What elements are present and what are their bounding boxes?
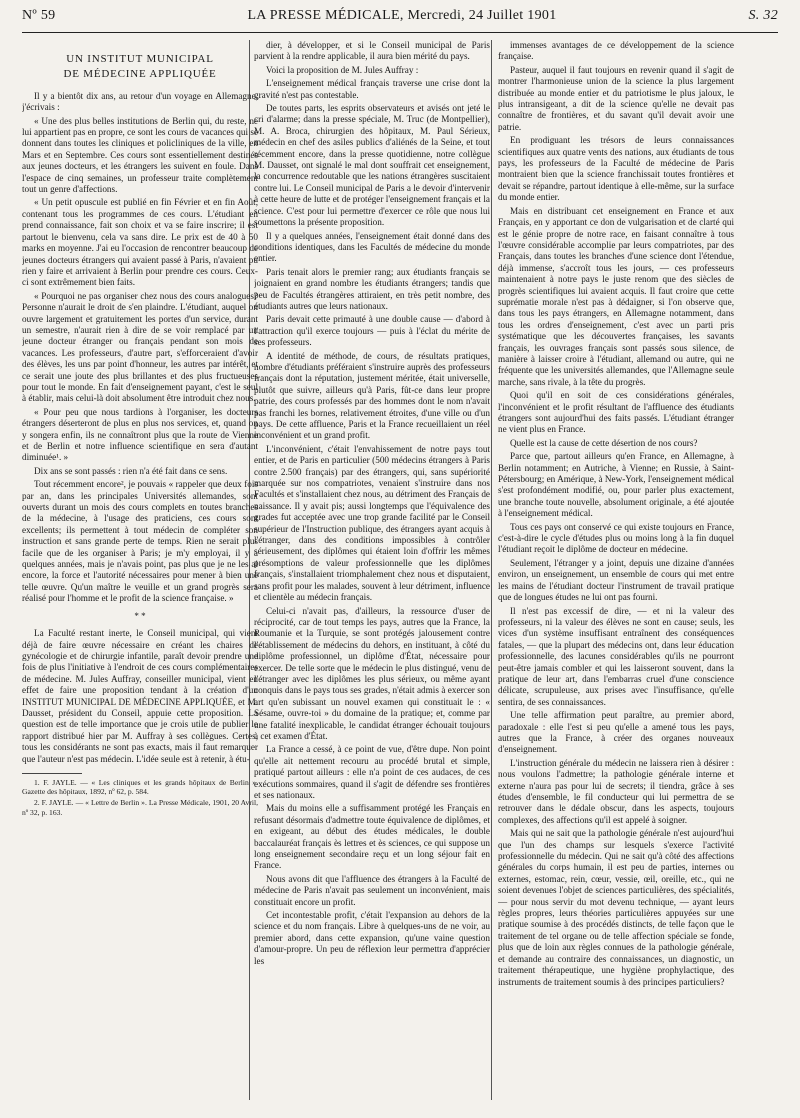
paragraph: Il n'est pas excessif de dire, — et ni la valeur des professeurs, ni la valeur des élèves ne sont en cause; seuls, les vices d'un système insuffisant entraînent des conséquences fatales, — que la plupart des médecins ont, dans leur éducation professionnelle, des lacunes considérables qu'ils ne pourront peut-être jamais combler et qui les laisseront souvent, dans la pratique de leur art, dans l'embarras cruel d'une conscience délicate, scrupuleuse, aux prises avec l'insuffisance, qu'elle sentira, de ses connaissances. — [498, 605, 734, 707]
paragraph: De toutes parts, les esprits observateurs et avisés ont jeté le cri d'alarme; dans la presse spéciale, M. Truc (de Montpellier), M. A. Broca, chirurgien des hôpitaux, M. Paul Sérieux, médecin en chef des asiles publics d'aliénés de la Seine, et tout récemment encore, dans la presse quotidienne, notre collègue M. Dausset, ont signalé le mal dont souffrait cet enseignement, la concurrence redoutable que les nations étrangères suscitaient contre lui. Le Conseil municipal de Paris a le devoir d'intervenir à cette heure de lutte et de protéger l'enseignement français et la science. C'est pour lui permettre d'exercer ce rôle que nous lui soumettons la présente proposition. — [254, 103, 490, 228]
paragraph: Tout récemment encore², je pouvais « rappeler que deux fois par an, dans les principales Universités allemandes, sont ouverts durant un mois des cours complets en toutes branches de la médecine, à l'usage des praticiens, ces cours sont excellents; ils permettent à tout médecin de compléter son instruction et sans grande perte de temps. Rien ne serait plus facile que de les organiser à Paris; je m'y employai, il y a quelques années, mais je n'avais point, pas plus que je ne les ai encore, la force et l'autorité nécessaires pour mener à bien une telle œuvre. Qu'un maître le veuille et un grand progrès sera réalisé pour l'homme et le profit de la science française. » — [22, 479, 258, 604]
journal-title: LA PRESSE MÉDICALE, Mercredi, 24 Juillet 1901 — [247, 8, 557, 23]
paragraph: L'inconvénient, c'était l'envahissement de notre pays tout entier, et de Paris en particulier (500 médecins étrangers à Paris contre 2.500 français) par des étrangers, qui, sans supériorité marquée sur nos compatriotes, venaient s'instruire dans nos Facultés et s'installaient chez nous, au détriment des Français de naissance. Il y avait pis; aussi longtemps que l'équivalence des grades fut acceptée avec une trop grande facilité par le Conseil supérieur de l'Instruction publique, des étrangers ayant acquis à l'étranger, dans des conditions impossibles à contrôler sérieusement, des diplômes qui étaient loin d'offrir les mêmes présomptions de valeur professionnelle que les diplômes français, s'installaient triomphalement chez nous et disputaient, sans profit pour les malades, souvent à leur détriment, influence et clientèle au médecin français. — [254, 443, 490, 603]
paragraph: Il y a quelques années, l'enseignement était donné dans des conditions identiques, dans les Facultés de médecine du monde entier. — [254, 230, 490, 264]
paragraph: La France a cessé, à ce point de vue, d'être dupe. Non point qu'elle ait nettement recouru au procédé brutal et simple, pratiqué partout ailleurs : elle n'a point de ces audaces, de ces exécutions sommaires, quand il s'agit de défendre ses frontières et ses nationaux. — [254, 744, 490, 800]
paragraph: L'enseignement médical français traverse une crise dont la gravité n'est pas contestable. — [254, 78, 490, 100]
paragraph: Quelle est la cause de cette désertion de nos cours? — [510, 437, 698, 448]
paragraph: Celui-ci n'avait pas, d'ailleurs, la ressource d'user de réciprocité, car de tout temps les pays, autres que la France, la Roumanie et la Turquie, se sont protégés jalousement contre l'établissement de médecins du dehors, en instituant, à côté du diplôme professionnel, un diplôme d'État, nécessaire pour exercer. De telle sorte que le médecin le plus distingué, venu de l'étranger avec les diplômes les plus sérieux, ou même ayant conquis dans le pays tous ses grades, n'était admis à exercer son art qu'en subissant un nouvel examen qui constituait le : « Sésame, ouvre-toi » du domaine de la pratique; et, comme par une fatalité inexplicable, le candidat étranger échouait toujours à cet examen d'État. — [254, 605, 490, 741]
paragraph: Mais qui ne sait que la pathologie générale n'est aujourd'hui que l'un des champs sur lesquels s'exerce l'activité professionnelle du médecin. Qui ne sait qu'à côté des affections générales du corps humain, il est peu de parties, internes ou externes, estomac, rein, cœur, vessie, œil, oreille, etc., qui ne soient devenues l'objet de sciences particulières, des spécialités, — pour nous servir du mot devenu technique, — ayant leurs règles propres, leurs théories particulières appuyées sur une pratique soumise à des procédés distincts, de telle façon que le traitement de tel organe ou de telle affection spéciale se fonde, plus que de loin aux règles connues de la pathologie générale, et demande au contraire des connaissances, un diagnostic, un traitement thérapeutique, une hygiène prophylactique, des instruments de traitement soumis à des principes particuliers? — [498, 828, 734, 987]
paragraph: Mais en distribuant cet enseignement en France et aux Français, en y apportant ce don de vulgarisation et de clarté qui est le génie propre de notre race, en faisant connaître à tous l'œuvre considérable accomplie par leurs compatriotes, par des Français, dans toutes les branches d'une science dont l'étendue, déjà immense, s'accroît tous les jours, — ces professeurs maintenaient à notre pays le juste renom que des siècles de progrès scientifiques lui avaient acquis. Il faut croire que cette suprématie morale n'est pas à dédaigner, si l'on observe que, dans tous les pays étrangers, en Allemagne notamment, dans tous les ordres d'enseignement, c'est avec un parti pris systématique que les découvertes françaises, les savants français, les ouvrages français sont passés sous silence, de manière à laisser croire à l'étudiant, allemand ou autre, qui ne fréquente que les universités allemandes, que l'Allemagne seule marche, sans rivale, à la tête du progrès. — [498, 205, 734, 387]
paragraph: « Un petit opuscule est publié en fin Février et en fin Août, contenant tous les programmes de ces cours. L'étudiant en prend connaissance, fait son choix et va se faire inscrire; il est partout le bienvenu, cela va sans dire. Le prix est de 40 à 50 marks en moyenne. J'ai eu l'occasion de rencontrer beaucoup de jeunes docteurs étrangers qui avaient passé à Paris, n'avaient pu rien y faire et arrivaient à Berlin pour prendre ces cours. Ceux-ci sont extrêmement bien faits. — [22, 197, 258, 288]
paragraph: immenses avantages de ce développement de la science française. — [498, 40, 734, 62]
paragraph: dier, à développer, et si le Conseil municipal de Paris parvient à la rendre applicable, il aura bien mérité du pays. — [254, 40, 490, 62]
column-3 — [498, 40, 734, 1108]
paragraph: Parce que, partout ailleurs qu'en France, en Allemagne, à Berlin notamment; en Autriche, à Vienne; en Russie, à Saint-Pétersbourg; en Amérique, à New-York, l'enseignement médical s'est profondément modifié, ou, pour parler plus exactement, une branche toute nouvelle, absolument originale, a été ajoutée à l'enseignement médical. — [498, 451, 734, 519]
column-2 — [254, 40, 490, 1108]
paragraph: Mais du moins elle a suffisamment protégé les Français en refusant désormais d'admettre toute équivalence de diplômes, et en exigeant, au début des études médicales, le double baccalauréat français ès lettres et ès sciences, ce qui suppose un long enseignement secondaire reçu et un long séjour fait en France. — [254, 803, 490, 871]
header-rule — [22, 32, 778, 33]
article-title-line2: DE MÉDECINE APPLIQUÉE — [63, 68, 217, 81]
issue-number: Nº 59 — [22, 8, 56, 23]
paragraph: Paris tenait alors le premier rang; aux étudiants français se joignaient en grand nombre les étudiants étrangers; tandis que peu de Facultés étrangères attiraient, en très petit nombre, des étudiants autres que leurs nationaux. — [254, 266, 490, 311]
paragraph: Une telle affirmation peut paraître, au premier abord, paradoxale : elle l'est si peu qu'elle a amené tous les pays, autres que la France, à créer des organes nouveaux d'enseignement. — [498, 710, 734, 755]
footnote-rule — [22, 773, 82, 774]
paragraph: Il y a bientôt dix ans, au retour d'un voyage en Allemagne, j'écrivais : — [22, 90, 258, 113]
paragraph: Seulement, l'étranger y a joint, depuis une dizaine d'années environ, un enseignement, un ensemble de cours qui met entre les mains de l'étudiant docteur l'instrument de travail pratique que de longues études ne lui ont pas fourni. — [498, 557, 734, 603]
paragraph: « Pour peu que nous tardions à l'organiser, les docteurs étrangers déserteront de plus en plus nos services, et, quand on y songera enfin, ils ne connaîtront plus que la route de Vienne et de Berlin et notre influence scientifique en sera d'autant diminuée¹. » — [22, 406, 258, 463]
paragraph: A identité de méthode, de cours, de résultats pratiques, nombre d'étudiants préféraient s'instruire auprès des professeurs français dont la réputation, justement méritée, était universelle, plutôt que suivre, ailleurs qu'à Paris, fût-ce dans leur propre patrie, des cours professés par des hommes dont le nom n'avait pas franchi les bornes, relativement étroites, d'une ville ou d'un pays. De cette affluence, Paris et la France recueillaient un réel inconvénient et un grand profit. — [254, 350, 490, 441]
footnote: 2. F. JAYLE. — « Lettre de Berlin ». La Presse Médicale, 1901, 20 Avril, nº 32, p. 163. — [22, 798, 258, 817]
paragraph: Nous avons dit que l'affluence des étrangers à la Faculté de médecine de Paris n'avait pas seulement un inconvénient, mais constituait encore un profit. — [254, 873, 490, 907]
page-number: S. 32 — [748, 8, 778, 23]
footnote: 1. F. JAYLE. — « Les cliniques et les grands hôpitaux de Berlin ». Gazette des hôpitaux, 1892, nº 62, p. 584. — [22, 777, 258, 797]
article-title-line1: UN INSTITUT MUNICIPAL — [66, 53, 214, 65]
section-stars: * * — [134, 610, 146, 621]
paragraph: L'instruction générale du médecin ne laissera rien à désirer : nous voulons l'admettre; la pathologie générale interne et externe n'aura pas pour lui de secrets; il tiendra, grâce à ses études d'ensemble, le fil conducteur qui lui permettra de se retrouver dans le dédale obscur, dans les aspects, toujours complexes, des affections qu'il est appelé à soigner. — [498, 757, 734, 825]
paragraph: « Une des plus belles institutions de Berlin qui, du reste, ne lui appartient pas en propre, ce sont les cours de vacances qui se donnent dans toutes les cliniques et policliniques de la ville, en Mars et en Septembre. Ces cours sont essentiellement destinés aux jeunes docteurs, et les étrangers les suivent en foule. Dans l'espace de cinq semaines, un professeur traite complètement tout un genre d'affections. — [22, 115, 258, 195]
paragraph: Tous ces pays ont conservé ce qui existe toujours en France, c'est-à-dire le cycle d'études plus ou moins long à la fin duquel l'étudiant reçoit le diplôme de docteur en médecine. — [498, 521, 734, 555]
paragraph: La Faculté restant inerte, le Conseil municipal, qui vient déjà de faire œuvre nécessaire en créant les chaires de gynécologie et de chirurgie infantile, paraît devoir prendre une fois de plus l'initiative à l'endroit de ces cours complémentaires de médecine. M. Jules Auffray, conseiller municipal, vient en effet de faire une proposition tendant à la création d'un INSTITUT MUNICIPAL DE MÉDECINE APPLIQUÉE, et M. Dausset, président du Conseil, appuie cette proposition. La question est de telle importance que je crois utile de publier le rapport distribué hier par M. Auffray à ses collègues. Certes, tous les considérants ne sont pas exacts, mais il faut remarquer que l'auteur n'est pas médecin. L'idée seule est à retenir, à étu- — [22, 628, 258, 764]
paragraph: Quoi qu'il en soit de ces considérations générales, l'inconvénient et le profit résultant de l'affluence des étudiants étrangers sont aujourd'hui des faits passés. L'étudiant étranger ne vient plus en France. — [498, 390, 734, 435]
paragraph: Voici la proposition de M. Jules Auffray : — [266, 64, 419, 75]
paragraph: En prodiguant les trésors de leurs connaissances scientifiques aux quatre vents des nations, aux étudiants de tous pays, les professeurs de la Faculté de médecine de Paris montraient bien que la science franchissait toutes frontières et devait se répandre, partout identique à elle-même, sur la surface du monde entier. — [498, 135, 734, 203]
column-separator — [491, 40, 492, 1100]
paragraph: Cet incontestable profit, c'était l'expansion au dehors de la science et du nom français. Libre à quelques-uns de ne voir, au premier abord, dans cette expansion, qu'une vaine question d'amour-propre. Un peu de réflexion leur permettra d'apprécier les — [254, 910, 490, 966]
paragraph: « Pourquoi ne pas organiser chez nous des cours analogues? Personne n'aurait le droit de s'en plaindre. L'étudiant, auquel on ouvre largement et gratuitement les portes d'un service, durant un semestre, n'aurait rien à dire de se voir remplacé par un jeune docteur étranger ou français pendant son mois de vacances. Les professeurs, d'autre part, s'efforceraient d'avoir des élèves, les uns par point d'honneur, les autres par intérêt, et ce serait une joute des plus brillantes et des plus fructueuses pour tout le monde. En fait d'enseignement payant, c'est le seul à établir, mais celui-là doit absolument être introduit chez nous. — [22, 290, 258, 404]
paragraph: Dix ans se sont passés : rien n'a été fait dans ce sens. — [34, 465, 228, 476]
column-1 — [22, 40, 258, 1108]
paragraph: Pasteur, auquel il faut toujours en revenir quand il s'agit de montrer l'harmonieuse union de la science la plus largement distribuée au monde entier et du patriotisme le plus jaloux, le plus intransigeant, a dit de la science qu'elle ne devait pas connaître de frontières, et du savant qu'il devait avoir une patrie. — [498, 64, 734, 132]
page-header — [22, 8, 778, 28]
paragraph: Paris devait cette primauté à une double cause — d'abord à l'attraction qu'il exerce toujours — puis à l'éclat du mérite de ses professeurs. — [254, 314, 490, 348]
